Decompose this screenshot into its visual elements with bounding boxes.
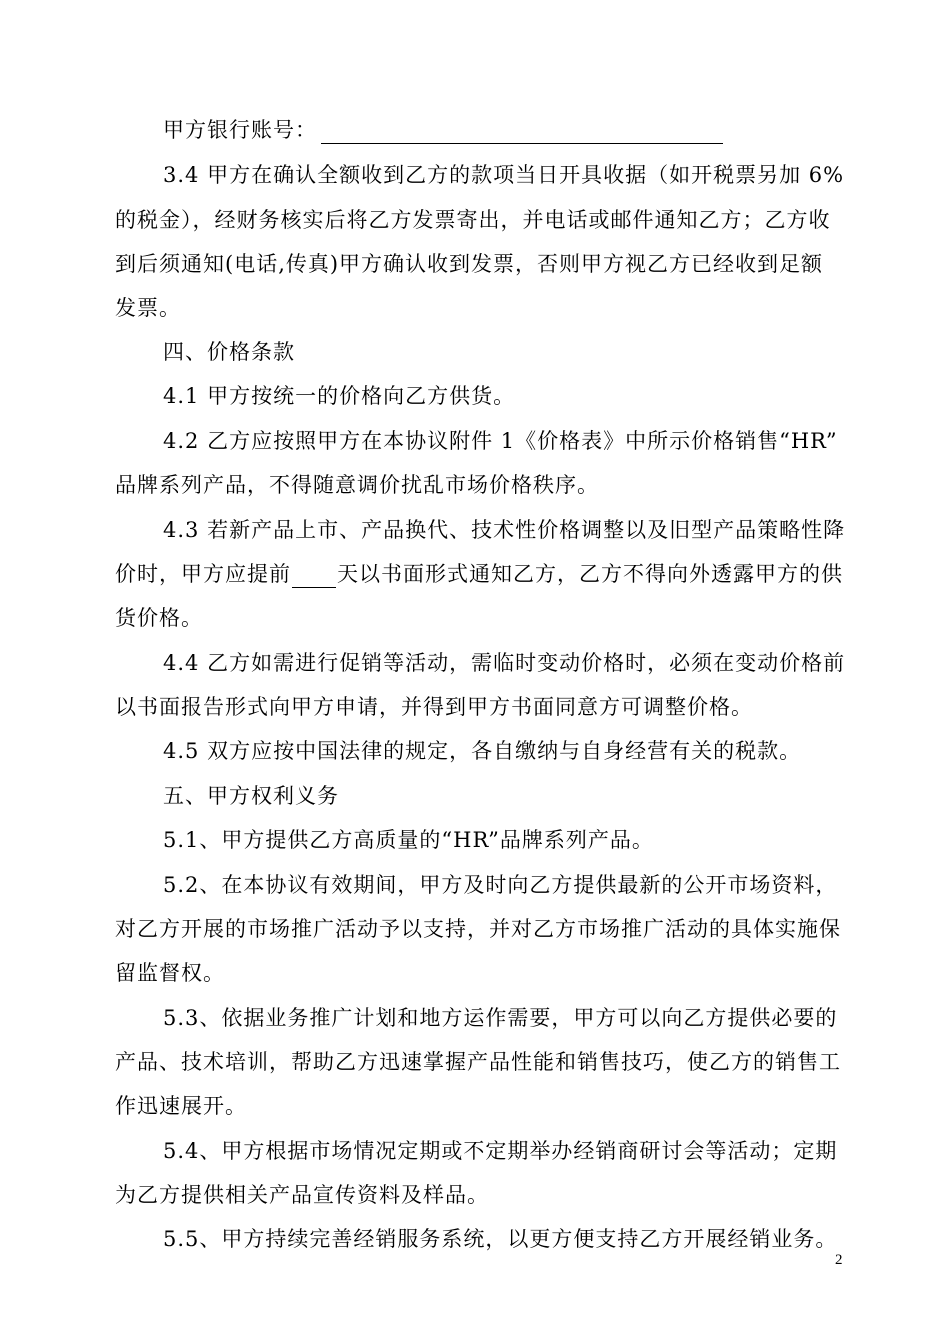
clause-4-3-line-3: 货价格。 [115,606,203,630]
clause-4-1: 4.1 甲方按统一的价格向乙方供货。 [163,384,516,408]
clause-5-2-line-2: 对乙方开展的市场推广活动予以支持，并对乙方市场推广活动的具体实施保 [115,917,841,941]
clause-5-2-line-3: 留监督权。 [115,961,225,985]
clause-5-3-line-1: 5.3、依据业务推广计划和地方运作需要，甲方可以向乙方提供必要的 [163,1006,838,1030]
clause-3-4-line-4: 发票。 [115,296,181,320]
section-4-heading: 四、价格条款 [163,340,295,364]
clause-4-3-after-blank: 天以书面形式通知乙方，乙方不得向外透露甲方的供 [337,562,843,586]
clause-5-3-line-3: 作迅速展开。 [115,1094,247,1118]
clause-4-4-line-1: 4.4 乙方如需进行促销等活动，需临时变动价格时，必须在变动价格前 [163,651,846,675]
clause-3-4-line-1: 3.4 甲方在确认全额收到乙方的款项当日开具收据（如开税票另加 6% [163,163,845,187]
clause-4-5: 4.5 双方应按中国法律的规定，各自缴纳与自身经营有关的税款。 [163,739,802,763]
clause-5-4-line-1: 5.4、甲方根据市场情况定期或不定期举办经销商研讨会等活动；定期 [163,1139,838,1163]
clause-3-4-line-2: 的税金），经财务核实后将乙方发票寄出，并电话或邮件通知乙方；乙方收 [115,208,831,232]
bank-account-line [163,116,723,144]
page-number: 2 [835,1252,843,1268]
clause-5-2-line-1: 5.2、在本协议有效期间，甲方及时向乙方提供最新的公开市场资料， [163,873,838,897]
bank-account-label: 甲方银行账号： [163,118,317,142]
clause-3-4-line-3: 到后须通知(电话,传真)甲方确认收到发票，否则甲方视乙方已经收到足额 [115,252,824,276]
bank-account-blank [321,121,723,144]
clause-4-2-line-2: 品牌系列产品，不得随意调价扰乱市场价格秩序。 [115,473,599,497]
clause-4-3-line-2 [115,560,843,588]
clause-5-4-line-2: 为乙方提供相关产品宣传资料及样品。 [115,1183,489,1207]
clause-5-3-line-2: 产品、技术培训，帮助乙方迅速掌握产品性能和销售技巧，使乙方的销售工 [115,1050,841,1074]
clause-4-3-line-1: 4.3 若新产品上市、产品换代、技术性价格调整以及旧型产品策略性降 [163,518,846,542]
notice-days-blank [292,565,336,588]
clause-4-2-line-1: 4.2 乙方应按照甲方在本协议附件 1《价格表》中所示价格销售“HR” [163,429,838,453]
clause-5-5: 5.5、甲方持续完善经销服务系统，以更方便支持乙方开展经销业务。 [163,1227,838,1251]
clause-4-3-before-blank: 价时，甲方应提前 [115,562,291,586]
section-5-heading: 五、甲方权利义务 [163,784,339,808]
clause-4-4-line-2: 以书面报告形式向甲方申请，并得到甲方书面同意方可调整价格。 [115,695,753,719]
clause-5-1: 5.1、甲方提供乙方高质量的“HR”品牌系列产品。 [163,828,654,852]
